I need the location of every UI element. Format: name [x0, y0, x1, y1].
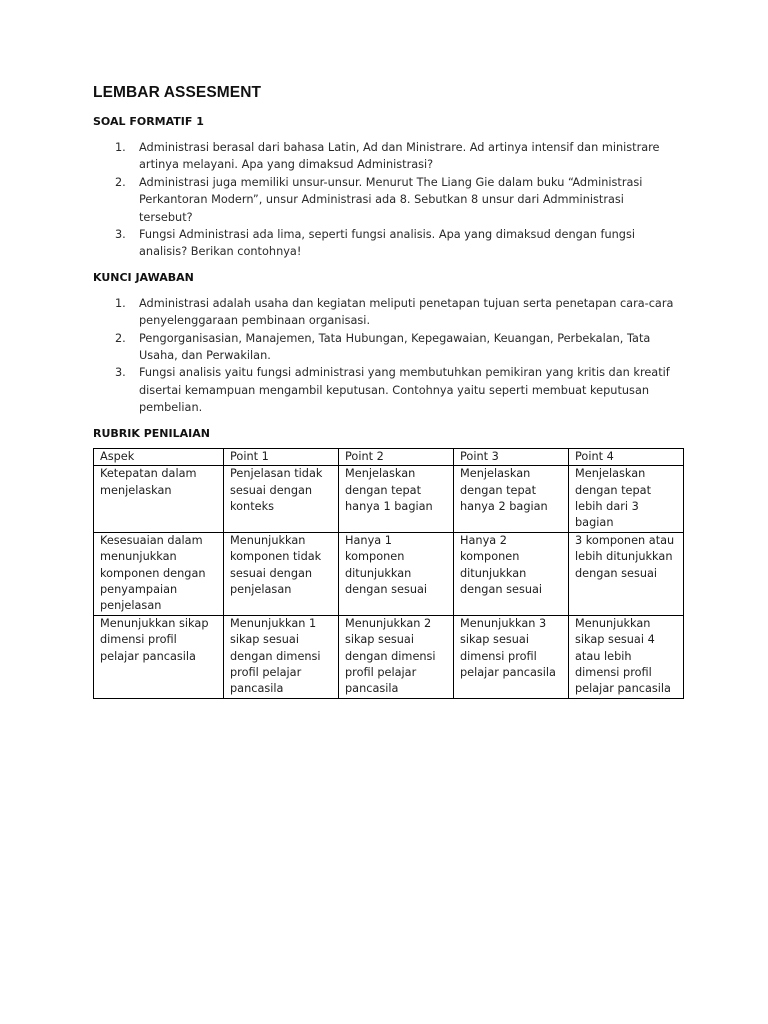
rubric-table — [93, 448, 684, 699]
table-cell: Menunjukkan 2 sikap sesuai dengan dimensi profil pelajar pancasila — [339, 615, 454, 698]
header-cell: Point 2 — [339, 448, 454, 465]
item-text: Administrasi berasal dari bahasa Latin, Ad dan Ministrare. Ad artinya intensif dan ministrare artinya melayani. Apa yang dimaksud Administrasi? — [139, 141, 660, 172]
item-number: 3. — [115, 366, 126, 380]
kunci-heading: KUNCI JAWABAN — [93, 270, 194, 284]
table-row — [94, 532, 684, 615]
table-cell: Menunjukkan 3 sikap sesuai dimensi profil pelajar pancasila — [454, 615, 569, 698]
kunci-list — [93, 295, 678, 417]
item-number: 2. — [115, 331, 126, 345]
document-page — [93, 84, 678, 699]
item-number: 3. — [115, 228, 126, 242]
soal-heading: SOAL FORMATIF 1 — [93, 115, 204, 128]
table-cell: Menjelaskan dengan tepat hanya 1 bagian — [339, 466, 454, 533]
item-text: Administrasi adalah usaha dan kegiatan meliputi penetapan tujuan serta penetapan cara-cara penyelenggaraan pembinaan organisasi. — [139, 296, 674, 328]
document-title: LEMBAR ASSESMENT — [93, 84, 262, 101]
item-text: Administrasi juga memiliki unsur-unsur. Menurut The Liang Gie dalam buku “Administrasi Perkantoran Modern”, unsur Administrasi ada 8. Sebutkan 8 unsur dari Admministrasi tersebut? — [139, 175, 643, 224]
header-cell: Point 3 — [454, 448, 569, 465]
header-cell: Point 1 — [224, 448, 339, 465]
list-item — [93, 226, 678, 261]
item-text: Pengorganisasian, Manajemen, Tata Hubungan, Kepegawaian, Keuangan, Perbekalan, Tata Usaha, dan Perwakilan. — [139, 331, 651, 363]
table-header-row — [94, 448, 684, 465]
table-cell: 3 komponen atau lebih ditunjukkan dengan sesuai — [569, 532, 684, 615]
header-cell: Aspek — [94, 448, 224, 465]
item-text: Fungsi Administrasi ada lima, seperti fungsi analisis. Apa yang dimaksud dengan fungsi analisis? Berikan contohnya! — [139, 228, 635, 259]
list-item — [93, 364, 678, 416]
rubrik-heading: RUBRIK PENILAIAN — [93, 426, 210, 440]
header-cell: Point 4 — [569, 448, 684, 465]
soal-list — [93, 139, 678, 261]
table-cell: Ketepatan dalam menjelaskan — [94, 466, 224, 533]
table-cell: Hanya 1 komponen ditunjukkan dengan sesuai — [339, 532, 454, 615]
table-cell: Hanya 2 komponen ditunjukkan dengan sesuai — [454, 532, 569, 615]
list-item — [93, 295, 678, 330]
item-text: Fungsi analisis yaitu fungsi administrasi yang membutuhkan pemikiran yang kritis dan kreatif disertai kemampuan mengambil keputusan. Contohnya yaitu seperti membuat keputusan pembelian. — [139, 366, 670, 415]
item-number: 1. — [115, 296, 126, 310]
table-cell: Kesesuaian dalam menunjukkan komponen dengan penyampaian penjelasan — [94, 532, 224, 615]
table-cell: Menjelaskan dengan tepat lebih dari 3 bagian — [569, 466, 684, 533]
table-cell: Menunjukkan sikap sesuai 4 atau lebih dimensi profil pelajar pancasila — [569, 615, 684, 698]
item-number: 2. — [115, 175, 126, 189]
table-cell: Penjelasan tidak sesuai dengan konteks — [224, 466, 339, 533]
list-item — [93, 330, 678, 365]
table-row — [94, 466, 684, 533]
list-item — [93, 174, 678, 226]
table-cell: Menunjukkan komponen tidak sesuai dengan penjelasan — [224, 532, 339, 615]
table-cell: Menjelaskan dengan tepat hanya 2 bagian — [454, 466, 569, 533]
table-row — [94, 615, 684, 698]
table-cell: Menunjukkan sikap dimensi profil pelajar pancasila — [94, 615, 224, 698]
item-number: 1. — [115, 141, 126, 154]
list-item — [93, 139, 678, 174]
table-cell: Menunjukkan 1 sikap sesuai dengan dimensi profil pelajar pancasila — [224, 615, 339, 698]
